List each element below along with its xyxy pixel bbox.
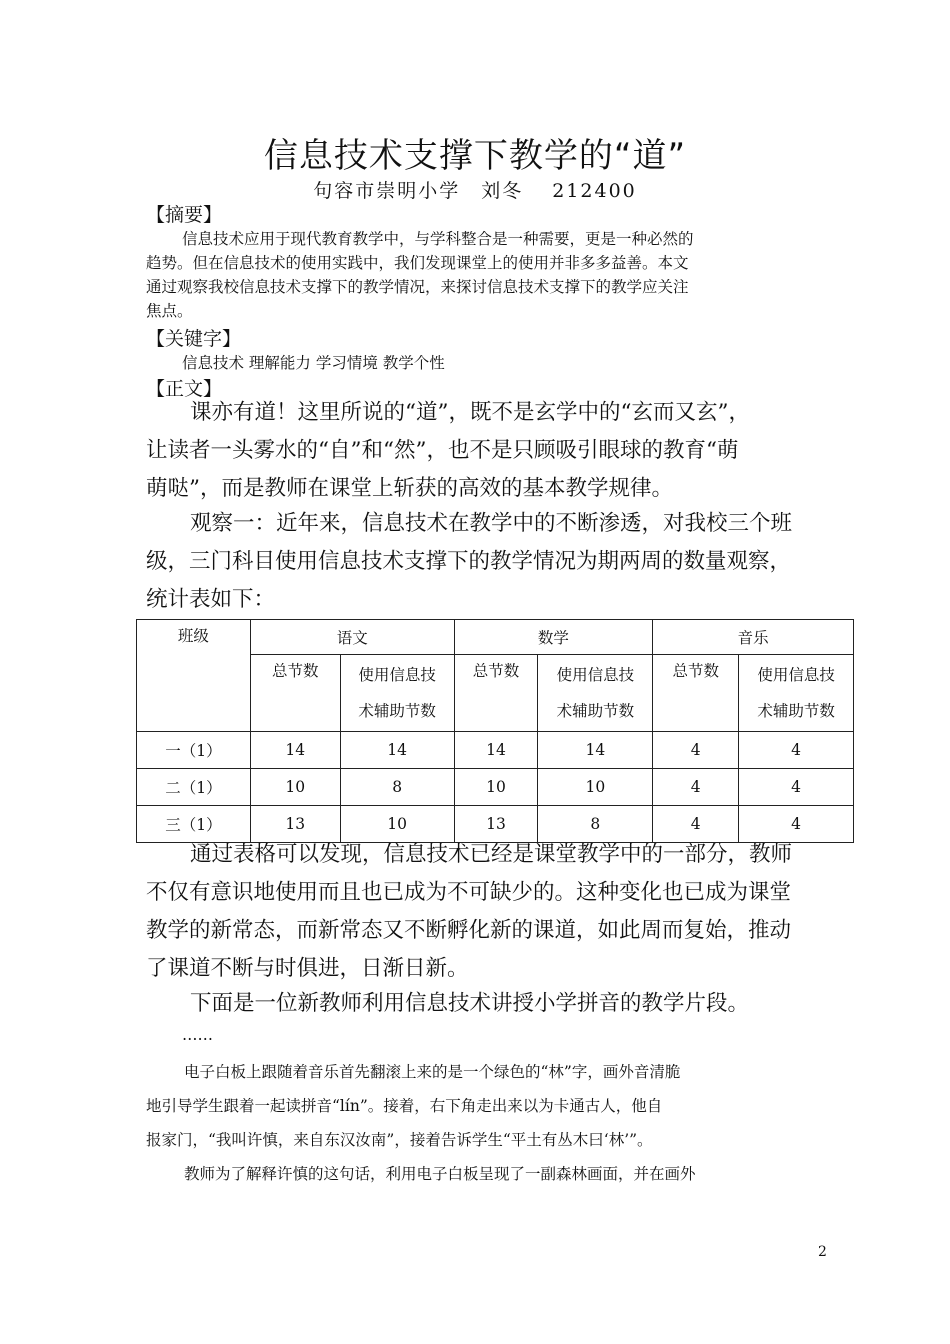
table-cell: 4 — [739, 769, 854, 806]
paragraph-line: 统计表如下： — [146, 587, 276, 612]
table-header-row — [137, 620, 854, 655]
table-cell: 4 — [653, 732, 739, 769]
table-header-class: 班级 — [137, 620, 251, 732]
table-cell: 10 — [340, 806, 454, 843]
paragraph-line: 级，三门科目使用信息技术支撑下的教学情况为期两周的数量观察， — [146, 549, 792, 574]
table-cell: 14 — [250, 732, 340, 769]
body-heading: 【正文】 — [146, 378, 223, 400]
abstract-line: 通过观察我校信息技术支撑下的教学情况，来探讨信息技术支撑下的教学应关注 — [146, 278, 689, 296]
table-subheader-it-line: 使用信息技 — [757, 666, 835, 684]
abstract-heading: 【摘要】 — [146, 204, 223, 226]
paragraph-line: 课亦有道！这里所说的“道”，既不是玄学中的“玄而又玄”， — [190, 400, 750, 425]
paragraph-line: 让读者一头雾水的“自”和“然”，也不是只顾吸引眼球的教育“萌 — [146, 438, 739, 463]
table-subheader-it-line: 术辅助节数 — [556, 702, 635, 720]
table-header-subject: 语文 — [250, 620, 454, 655]
table-subheader-it-line: 使用信息技 — [358, 666, 436, 684]
snippet-line: 报家门，“我叫许慎，来自东汉汝南”，接着告诉学生“平土有丛木曰‘林’”。 — [146, 1131, 653, 1149]
paragraph-line: 了课道不断与时俱进，日渐日新。 — [146, 956, 469, 981]
table-cell: 10 — [454, 769, 538, 806]
keywords-text: 信息技术 理解能力 学习情境 教学个性 — [182, 354, 445, 372]
statistics-table — [136, 619, 854, 843]
table-header-subject: 音乐 — [653, 620, 854, 655]
table-subheader-total: 总节数 — [454, 655, 538, 732]
abstract-line: 焦点。 — [146, 302, 193, 320]
snippet-line: 教师为了解释许慎的这句话，利用电子白板呈现了一副森林画面，并在画外 — [184, 1165, 696, 1183]
table-cell: 13 — [454, 806, 538, 843]
paragraph-line: 通过表格可以发现，信息技术已经是课堂教学中的一部分，教师 — [190, 842, 793, 867]
table-cell: 4 — [739, 732, 854, 769]
table-subheader-it — [538, 655, 653, 732]
table-cell: 4 — [739, 806, 854, 843]
keywords-heading: 【关键字】 — [146, 328, 242, 350]
snippet-line: 地引导学生跟着一起读拼音“lín”。接着，右下角走出来以为卡通古人，他自 — [146, 1097, 663, 1115]
snippet-line: 电子白板上跟随着音乐首先翻滚上来的是一个绿色的“林”字，画外音清脆 — [184, 1063, 681, 1081]
table-cell-class: 一（1） — [137, 732, 251, 769]
paragraph-line: 下面是一位新教师利用信息技术讲授小学拼音的教学片段。 — [190, 991, 750, 1016]
author-byline: 句容市崇明小学 刘冬 212400 — [313, 180, 637, 202]
table-cell: 13 — [250, 806, 340, 843]
abstract-line: 信息技术应用于现代教育教学中，与学科整合是一种需要，更是一种必然的 — [182, 230, 694, 248]
table-cell: 14 — [538, 732, 653, 769]
table-row — [137, 732, 854, 769]
teaching-snippet — [146, 1055, 696, 1191]
table-header-subject: 数学 — [454, 620, 653, 655]
paragraph-line: 不仅有意识地使用而且也已成为不可缺少的。这种变化也已成为课堂 — [146, 880, 792, 905]
paragraph-analysis — [146, 836, 808, 988]
table-cell: 14 — [454, 732, 538, 769]
table-subheader-it-line: 术辅助节数 — [358, 702, 436, 720]
table-cell: 8 — [340, 769, 454, 806]
table-cell: 4 — [653, 806, 739, 843]
table-cell-class: 二（1） — [137, 769, 251, 806]
table-cell-class: 三（1） — [137, 806, 251, 843]
paragraph-intro — [146, 394, 808, 508]
page-number: 2 — [818, 1244, 827, 1260]
table-cell: 8 — [538, 806, 653, 843]
table-cell: 10 — [538, 769, 653, 806]
ellipsis: …… — [182, 1026, 213, 1044]
table-subheader-it-line: 术辅助节数 — [757, 702, 835, 720]
abstract-line: 趋势。但在信息技术的使用实践中，我们发现课堂上的使用并非多多益善。本文 — [146, 254, 689, 272]
table-subheader-total: 总节数 — [250, 655, 340, 732]
document-title: 信息技术支撑下教学的“道” — [263, 136, 687, 176]
paragraph-observation — [146, 505, 808, 619]
table-subheader-total: 总节数 — [653, 655, 739, 732]
paragraph-transition — [146, 985, 808, 1023]
table-subheader-it-line: 使用信息技 — [556, 666, 635, 684]
table-row — [137, 769, 854, 806]
paragraph-line: 观察一：近年来，信息技术在教学中的不断渗透，对我校三个班 — [190, 511, 793, 536]
table-subheader-it — [739, 655, 854, 732]
paragraph-line: 教学的新常态，而新常态又不断孵化新的课道，如此周而复始，推动 — [146, 918, 792, 943]
table-cell: 10 — [250, 769, 340, 806]
table-subheader-it — [340, 655, 454, 732]
table-cell: 14 — [340, 732, 454, 769]
paragraph-line: 萌哒”，而是教师在课堂上斩获的高效的基本教学规律。 — [146, 476, 673, 501]
table-cell: 4 — [653, 769, 739, 806]
